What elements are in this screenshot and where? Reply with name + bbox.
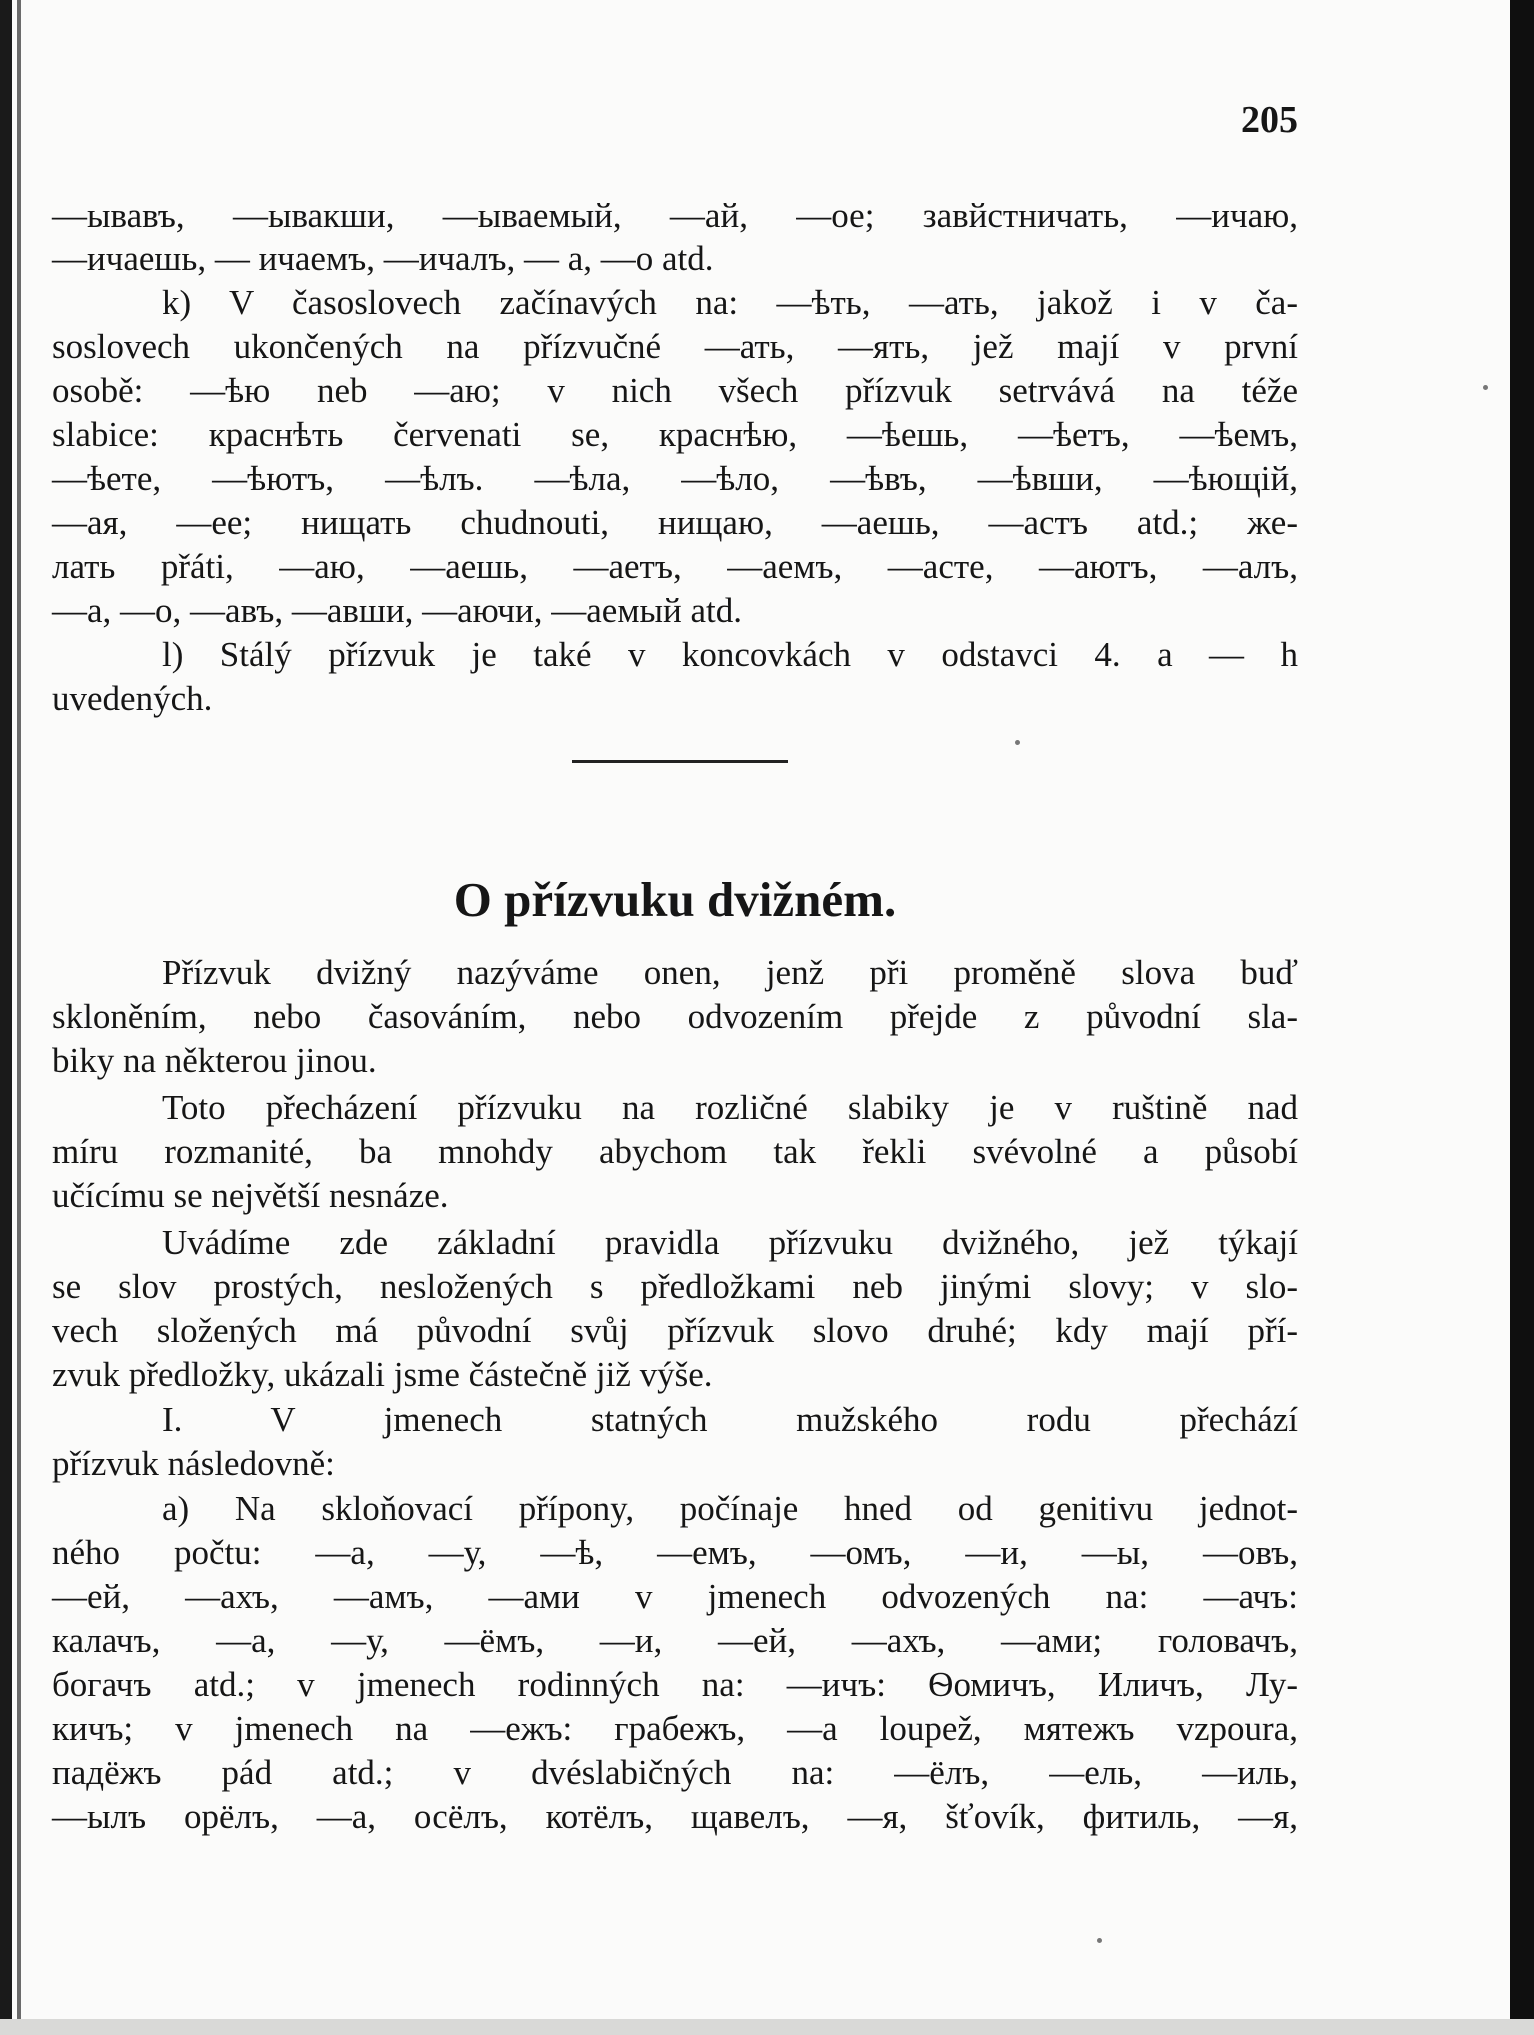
- text-line: osobě: —ѣю neb —аю; v nich všech přízvuk setrvává na téže: [52, 371, 1298, 410]
- text-line: лать přáti, —аю, —аешь, —аетъ, —аемъ, —асте, —аютъ, —алъ,: [52, 547, 1298, 586]
- text-line: l) Stálý přízvuk je také v koncovkách v odstavci 4. a — h: [162, 635, 1298, 674]
- scan-speck: [1097, 1938, 1102, 1943]
- text-line: se slov prostých, nesložených s předložkami neb jinými slovy; v slo-: [52, 1267, 1298, 1306]
- text-line: uvedených.: [52, 679, 213, 718]
- text-line: míru rozmanité, ba mnohdy abychom tak řekli svévolné a působí: [52, 1132, 1298, 1171]
- text-line: přízvuk následovně:: [52, 1444, 335, 1483]
- page-number: 205: [1241, 99, 1298, 141]
- text-line: Toto přecházení přízvuku na rozličné slabiky je v ruštině nad: [162, 1088, 1298, 1127]
- text-line: I. V jmenech statných mužského rodu přechází: [162, 1400, 1298, 1439]
- text-line: biky na některou jinou.: [52, 1041, 377, 1080]
- text-line: калачъ, —а, —у, —ёмъ, —и, —ей, —ахъ, —ами; головачъ,: [52, 1621, 1298, 1660]
- text-line: soslovech ukončených na přízvučné —ать, —ять, jež mají v první: [52, 327, 1298, 366]
- text-line: —ылъ орёлъ, —а, осёлъ, котёлъ, щавелъ, —я, šťovík, фитиль, —я,: [52, 1797, 1298, 1836]
- scan-border-bottom: [0, 2019, 1534, 2035]
- text-line: slabice: краснѣть červenati se, краснѣю, —ѣешь, —ѣетъ, —ѣемъ,: [52, 415, 1298, 454]
- text-line: Uvádíme zde základní pravidla přízvuku dvižného, jež týkají: [162, 1223, 1298, 1262]
- text-line: učícímu se největší nesnáze.: [52, 1176, 449, 1215]
- text-line: —ѣете, —ѣютъ, —ѣлъ. —ѣла, —ѣло, —ѣвъ, —ѣвши, —ѣющій,: [52, 459, 1298, 498]
- text-line: Přízvuk dvižný nazýváme onen, jenž při proměně slova buď: [162, 953, 1298, 992]
- text-line: zvuk předložky, ukázali jsme částečně již výše.: [52, 1355, 713, 1394]
- text-line: k) V časoslovech začínavých na: —ѣть, —ать, jakož i v ča-: [162, 283, 1298, 322]
- text-line: богачъ atd.; v jmenech rodinných na: —ичъ: Ѳомичъ, Иличъ, Лу-: [52, 1665, 1298, 1704]
- scan-border-left-inner: [17, 0, 21, 2035]
- text-line: vech složených má původní svůj přízvuk slovo druhé; kdy mají pří-: [52, 1311, 1298, 1350]
- scan-border-left: [0, 0, 12, 2035]
- scan-speck: [1483, 385, 1488, 390]
- scan-border-right: [1510, 0, 1534, 2035]
- text-line: падёжъ pád atd.; v dvéslabičných na: —ёлъ, —ель, —иль,: [52, 1753, 1298, 1792]
- section-divider: [572, 760, 788, 763]
- text-line: ného počtu: —а, —у, —ѣ, —емъ, —омъ, —и, —ы, —овъ,: [52, 1533, 1298, 1572]
- scan-speck: [1015, 740, 1020, 745]
- text-line: —а, —о, —авъ, —авши, —аючи, —аемый atd.: [52, 591, 742, 630]
- text-line: skloněním, nebo časováním, nebo odvozením přejde z původní sla-: [52, 997, 1298, 1036]
- text-line: кичъ; v jmenech na —ежъ: грабежъ, —а loupež, мятежъ vzpoura,: [52, 1709, 1298, 1748]
- text-line: —ая, —ее; нищать chudnouti, нищаю, —аешь, —астъ atd.; же-: [52, 503, 1298, 542]
- text-line: —ичаешь, — ичаемъ, —ичалъ, — а, —о atd.: [52, 239, 714, 278]
- text-line: —ывавъ, —ывакши, —ываемый, —ай, —ое; завйстничать, —ичаю,: [52, 196, 1298, 235]
- text-line: a) Na skloňovací přípony, počínaje hned od genitivu jednot-: [162, 1489, 1298, 1528]
- section-heading: O přízvuku dvižném.: [453, 872, 897, 927]
- text-line: —ей, —ахъ, —амъ, —ами v jmenech odvozených na: —ачъ:: [52, 1577, 1298, 1616]
